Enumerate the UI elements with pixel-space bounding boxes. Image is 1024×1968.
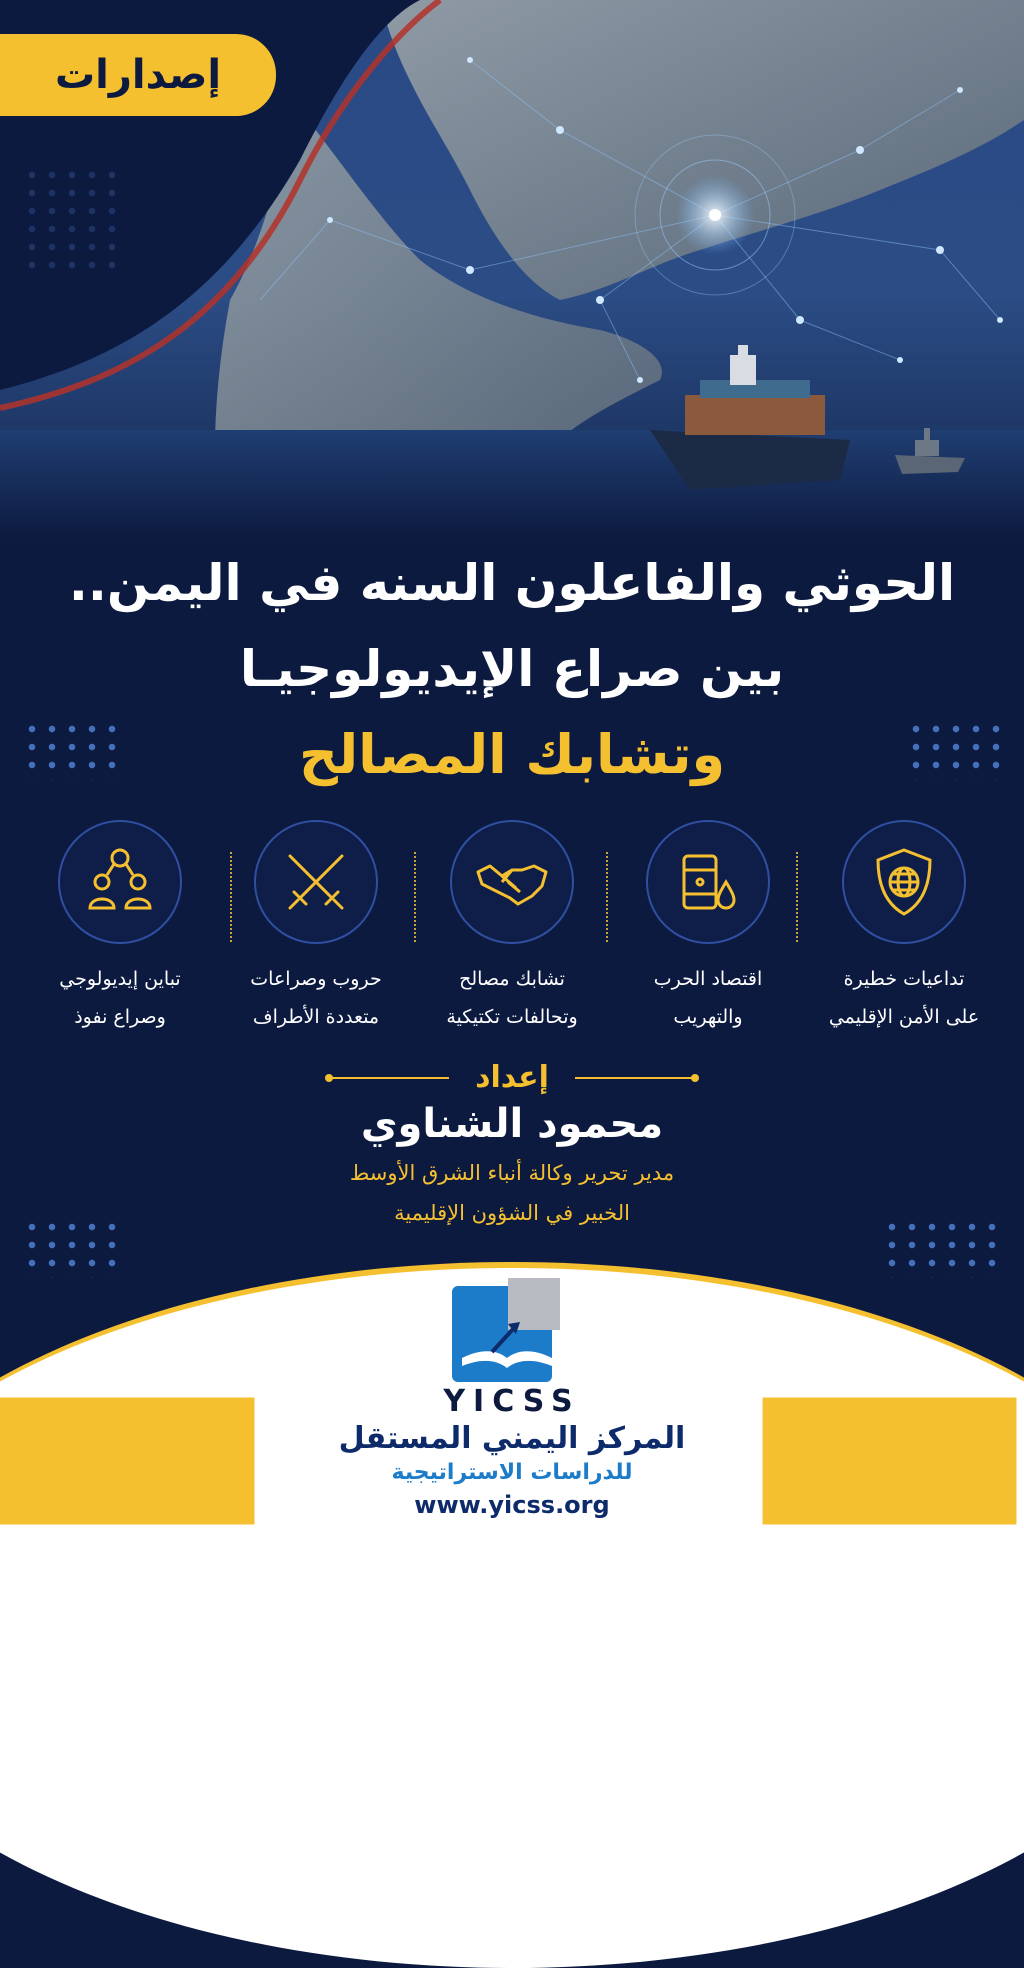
feature-interests <box>422 820 602 1050</box>
org-acronym: YICSS <box>443 1384 581 1419</box>
feature-circle <box>254 820 378 944</box>
feature-label: تشابك مصالح وتحالفات تكتيكية <box>446 968 578 1028</box>
feature-circle <box>646 820 770 944</box>
yicss-logo <box>452 1278 562 1382</box>
crossed-swords-icon <box>276 842 356 922</box>
main-title <box>0 540 1024 798</box>
feature-circle <box>450 820 574 944</box>
prepared-by-row <box>0 1060 1024 1095</box>
feature-label: اقتصاد الحرب والتهريب <box>653 968 763 1028</box>
feature-war-economy <box>618 820 798 1050</box>
handshake-icon <box>472 842 552 922</box>
title-line-2: بين صراع الإيديولوجيـا <box>239 640 785 698</box>
publications-badge: إصدارات <box>0 34 276 116</box>
feature-label: تباين إيديولوجي وصراع نفوذ <box>59 968 181 1028</box>
feature-circle <box>842 820 966 944</box>
author-name: محمود الشناوي <box>360 1101 664 1147</box>
feature-wars <box>226 820 406 1050</box>
org-website-link[interactable]: www.yicss.org <box>414 1491 610 1519</box>
author-role-1: مدير تحرير وكالة أنباء الشرق الأوسط <box>349 1161 675 1185</box>
feature-regional-security <box>814 820 994 1050</box>
oil-barrel-icon <box>668 842 748 922</box>
shield-globe-icon <box>864 842 944 922</box>
org-name-line-1: المركز اليمني المستقل <box>338 1421 686 1456</box>
people-network-icon <box>80 842 160 922</box>
features-row <box>30 820 994 1050</box>
author-block <box>0 1060 1024 1233</box>
feature-separator <box>606 852 608 942</box>
feature-circle <box>58 820 182 944</box>
prepared-by-label: إعداد <box>475 1060 549 1095</box>
feature-separator <box>796 852 798 942</box>
feature-label: تداعيات خطيرة على الأمن الإقليمي <box>828 968 980 1028</box>
feature-separator <box>230 852 232 942</box>
feature-separator <box>414 852 416 942</box>
divider-line <box>575 1077 695 1079</box>
feature-ideology <box>30 820 210 1050</box>
org-brand <box>0 1384 1024 1519</box>
feature-label: حروب وصراعات متعددة الأطراف <box>250 968 382 1028</box>
author-role-2: الخبير في الشؤون الإقليمية <box>394 1201 630 1225</box>
title-line-1: الحوثي والفاعلون السنه في اليمن.. <box>68 554 956 612</box>
title-line-3: وتشابك المصالح <box>298 723 726 786</box>
decor-dots-left-top <box>22 166 122 276</box>
org-name-line-2: للدراسات الاستراتيجية <box>391 1460 633 1485</box>
divider-line <box>329 1077 449 1079</box>
